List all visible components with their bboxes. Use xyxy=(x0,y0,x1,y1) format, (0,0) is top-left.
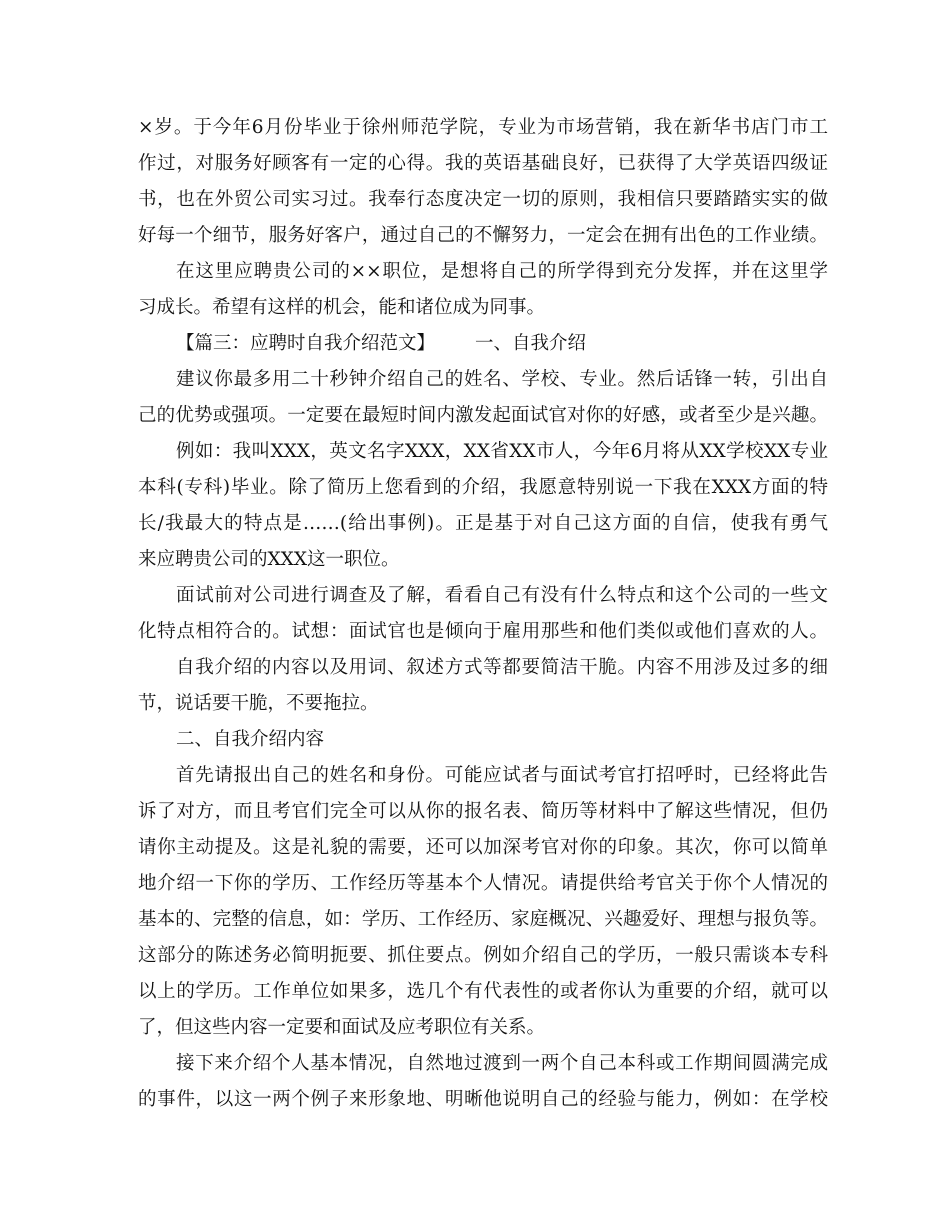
text-line: 在这里应聘贵公司的××职位，是想将自己的所学得到充分发挥，并在这里学 xyxy=(176,261,828,282)
text-line: 作过，对服务好顾客有一定的心得。我的英语基础良好，已获得了大学英语四级证 xyxy=(138,153,828,174)
text-line: 建议你最多用二十秒钟介绍自己的姓名、学校、专业。然后话锋一转，引出自 xyxy=(176,369,828,390)
section-title: 【篇三：应聘时自我介绍范文】 xyxy=(176,333,436,354)
text-line: 首先请报出自己的姓名和身份。可能应试者与面试考官打招呼时，已经将此告 xyxy=(176,765,828,786)
text-line: 来应聘贵公司的XXX这一职位。 xyxy=(138,549,400,570)
text-line: 以上的学历。工作单位如果多，选几个有代表性的或者你认为重要的介绍，就可以 xyxy=(138,981,828,1002)
text-line: 请你主动提及。这是礼貌的需要，还可以加深考官对你的印象。其次，你可以简单 xyxy=(138,837,828,858)
text-line: 的事件，以这一两个例子来形象地、明晰他说明自己的经验与能力，例如：在学校 xyxy=(138,1089,828,1110)
subsection-heading: 二、自我介绍内容 xyxy=(176,729,325,750)
text-line: 节，说话要干脆，不要拖拉。 xyxy=(138,693,379,714)
text-line: 例如：我叫XXX，英文名字XXX，XX省XX市人，今年6月将从XX学校XX专业 xyxy=(176,441,828,462)
text-line: ×岁。于今年6月份毕业于徐州师范学院，专业为市场营销，我在新华书店门市工 xyxy=(138,117,828,138)
section-subtitle: 一、自我介绍 xyxy=(475,333,587,354)
text-line: 化特点相符合的。试想：面试官也是倾向于雇用那些和他们类似或他们喜欢的人。 xyxy=(138,621,828,642)
text-line: 基本的、完整的信息，如：学历、工作经历、家庭概况、兴趣爱好、理想与报负等。 xyxy=(138,909,828,930)
text-line: 诉了对方，而且考官们完全可以从你的报名表、简历等材料中了解这些情况，但仍 xyxy=(138,801,828,822)
text-line: 地介绍一下你的学历、工作经历等基本个人情况。请提供给考官关于你个人情况的 xyxy=(138,873,828,894)
text-line: 这部分的陈述务必简明扼要、抓住要点。例如介绍自己的学历，一般只需谈本专科 xyxy=(138,945,828,966)
text-line: 自我介绍的内容以及用词、叙述方式等都要简洁干脆。内容不用涉及过多的细 xyxy=(176,657,828,678)
text-line: 己的优势或强项。一定要在最短时间内激发起面试官对你的好感，或者至少是兴趣。 xyxy=(138,405,828,426)
text-line: 习成长。希望有这样的机会，能和诸位成为同事。 xyxy=(138,297,546,318)
text-line: 面试前对公司进行调查及了解，看看自己有没有什么特点和这个公司的一些文 xyxy=(176,585,828,606)
text-line: 本科(专科)毕业。除了简历上您看到的介绍，我愿意特别说一下我在XXX方面的特 xyxy=(138,477,828,498)
text-line: 书，也在外贸公司实习过。我奉行态度决定一切的原则，我相信只要踏踏实实的做 xyxy=(138,189,828,210)
text-line: 接下来介绍个人基本情况，自然地过渡到一两个自己本科或工作期间圆满完成 xyxy=(176,1053,828,1074)
text-line: 了，但这些内容一定要和面试及应考职位有关系。 xyxy=(138,1017,546,1038)
text-line: 长/我最大的特点是……(给出事例)。正是基于对自己这方面的自信，使我有勇气 xyxy=(138,513,828,534)
section-heading xyxy=(176,327,828,361)
text-line: 好每一个细节，服务好客户，通过自己的不懈努力，一定会在拥有出色的工作业绩。 xyxy=(138,225,828,246)
